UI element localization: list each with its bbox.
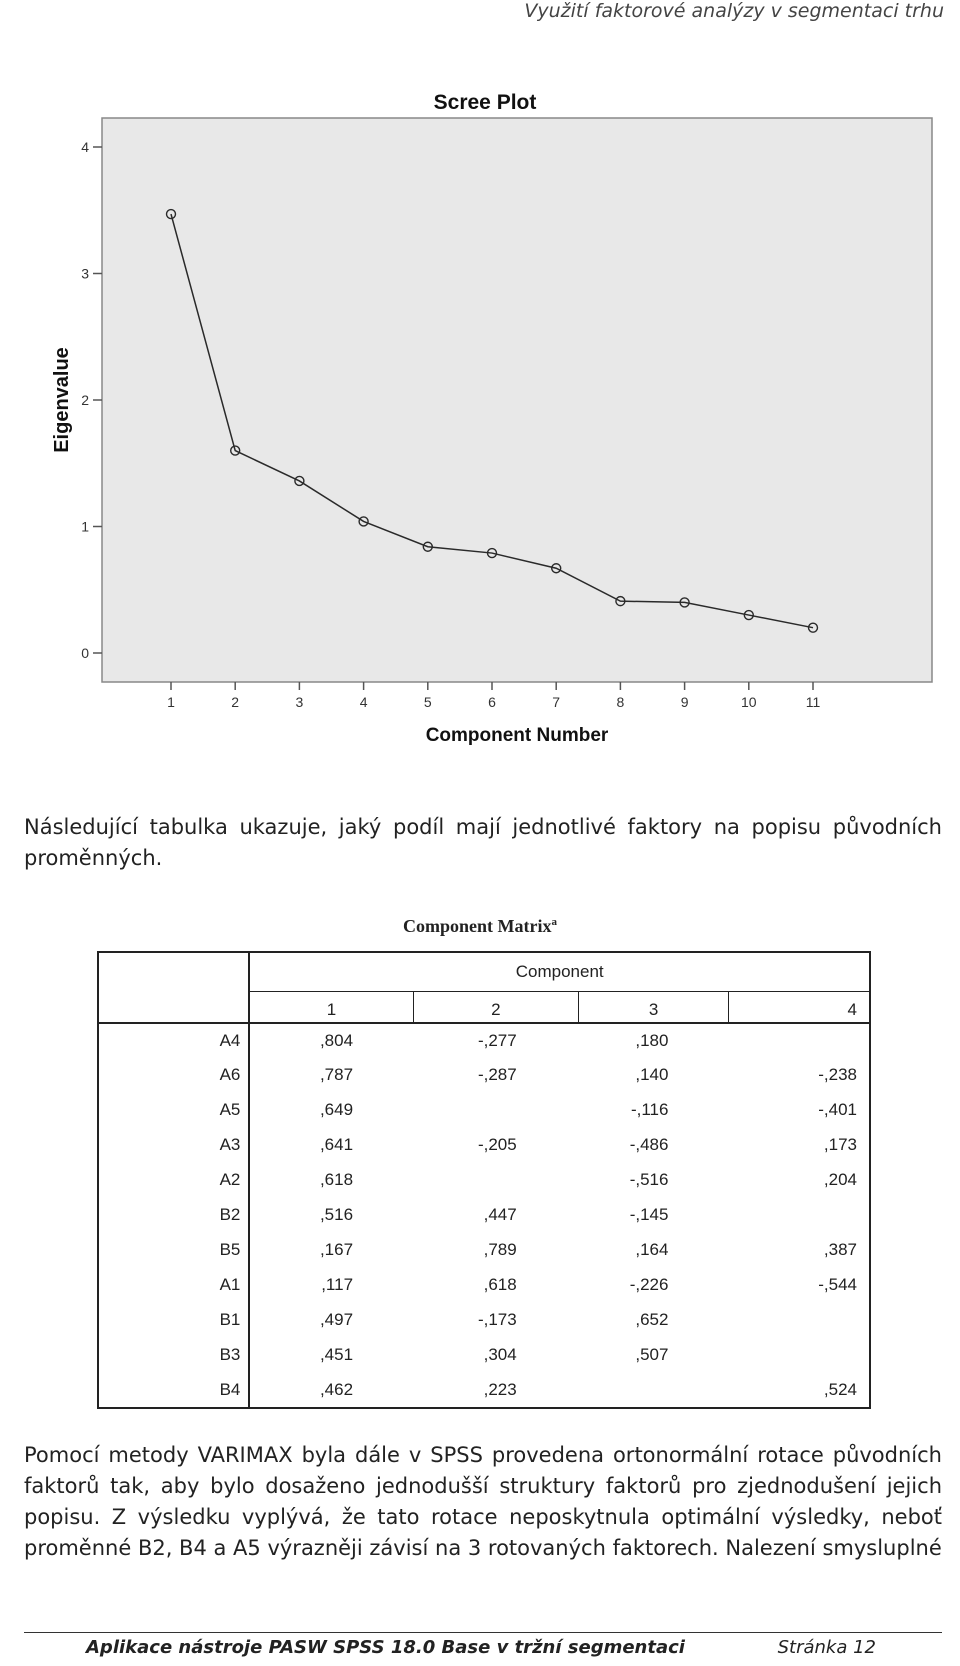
row-label: A5 bbox=[98, 1093, 249, 1128]
column-header: 2 bbox=[413, 992, 579, 1023]
cell-component-2: -,205 bbox=[477, 1135, 517, 1154]
page-number: Stránka 12 bbox=[777, 1637, 876, 1658]
column-header: 3 bbox=[579, 992, 729, 1023]
cell-component-2: ,789 bbox=[483, 1240, 517, 1259]
table-row bbox=[98, 1058, 870, 1093]
cell-component-1: ,618 bbox=[319, 1170, 354, 1189]
cell-component-2: ,618 bbox=[483, 1275, 517, 1294]
cell-component-4 bbox=[728, 1023, 870, 1058]
x-tick-label: 8 bbox=[616, 694, 625, 710]
y-tick-label: 0 bbox=[81, 645, 89, 661]
component-header: Component bbox=[249, 952, 870, 992]
cell-component-1: ,117 bbox=[321, 1275, 354, 1294]
cell-component-2: ,304 bbox=[483, 1345, 517, 1364]
y-axis-label: Eigenvalue bbox=[51, 347, 73, 453]
table-row bbox=[98, 1373, 870, 1408]
cell-component-1: ,649 bbox=[319, 1100, 354, 1119]
row-label: A6 bbox=[98, 1058, 249, 1093]
cell-component-4 bbox=[728, 1303, 870, 1338]
chart-title: Scree Plot bbox=[433, 91, 537, 114]
cell-component-3: ,164 bbox=[635, 1240, 669, 1259]
table-row bbox=[98, 1303, 870, 1338]
cell-component-1: ,167 bbox=[319, 1240, 354, 1259]
cell-component-3: ,507 bbox=[635, 1345, 669, 1364]
cell-component-1: ,804 bbox=[319, 1030, 354, 1050]
cell-component-3 bbox=[579, 1373, 729, 1408]
plot-area bbox=[102, 118, 932, 682]
cell-component-3: -,486 bbox=[629, 1135, 669, 1154]
x-tick-label: 4 bbox=[359, 694, 368, 710]
row-label: B1 bbox=[98, 1303, 249, 1338]
cell-component-2 bbox=[413, 1093, 579, 1128]
row-label: B3 bbox=[98, 1338, 249, 1373]
row-label: A4 bbox=[98, 1023, 249, 1058]
cell-component-1: ,641 bbox=[319, 1135, 354, 1154]
paragraph-intro: Následující tabulka ukazuje, jaký podíl mají jednotlivé faktory na popisu původních proměnných. bbox=[24, 815, 942, 870]
cell-component-4 bbox=[728, 1338, 870, 1373]
table-row bbox=[98, 1023, 870, 1058]
y-axis bbox=[81, 139, 102, 661]
x-tick-label: 6 bbox=[488, 694, 496, 710]
cell-component-2: -,287 bbox=[477, 1065, 517, 1084]
table-row bbox=[98, 1163, 870, 1198]
column-header: 1 bbox=[249, 992, 413, 1023]
cell-component-3: ,652 bbox=[635, 1310, 669, 1329]
table-row bbox=[98, 1198, 870, 1233]
cell-component-3: -,226 bbox=[629, 1275, 669, 1294]
cell-component-1: ,451 bbox=[319, 1345, 354, 1364]
row-label: A2 bbox=[98, 1163, 249, 1198]
matrix-title: Component Matrix$^a$ bbox=[403, 916, 557, 936]
cell-component-3: ,180 bbox=[635, 1030, 669, 1050]
row-label: B5 bbox=[98, 1233, 249, 1268]
page-footer bbox=[86, 1637, 876, 1658]
cell-component-2: ,447 bbox=[483, 1205, 517, 1224]
cell-component-2 bbox=[413, 1163, 579, 1198]
x-tick-label: 5 bbox=[423, 694, 432, 710]
cell-component-4: -,544 bbox=[818, 1275, 857, 1294]
row-label: B4 bbox=[98, 1373, 249, 1408]
cell-component-1: ,497 bbox=[319, 1310, 354, 1329]
running-header: Využití faktorové analýzy v segmentaci trhu bbox=[524, 0, 944, 22]
scree-plot bbox=[0, 80, 960, 800]
x-axis-label: Component Number bbox=[425, 725, 609, 746]
cell-component-1: ,462 bbox=[319, 1379, 354, 1399]
cell-component-4: -,238 bbox=[818, 1065, 857, 1084]
y-tick-label: 4 bbox=[81, 139, 89, 155]
x-tick-label: 7 bbox=[552, 694, 561, 710]
x-tick-label: 2 bbox=[231, 694, 240, 710]
row-label: A3 bbox=[98, 1128, 249, 1163]
cell-component-2: -,173 bbox=[477, 1310, 517, 1329]
cell-component-4: ,387 bbox=[823, 1240, 857, 1259]
cell-component-3: -,116 bbox=[630, 1100, 669, 1119]
matrix-footnote-marker: a bbox=[551, 916, 557, 928]
cell-component-4: ,524 bbox=[823, 1379, 857, 1399]
cell-component-2: -,277 bbox=[477, 1030, 517, 1050]
footer-title: Aplikace nástroje PASW SPSS 18.0 Base v tržní segmentaci bbox=[86, 1637, 685, 1658]
row-label: B2 bbox=[98, 1198, 249, 1233]
column-header: 4 bbox=[728, 992, 870, 1023]
cell-component-3: -,516 bbox=[629, 1170, 669, 1189]
cell-component-4: ,204 bbox=[823, 1170, 857, 1189]
table-row bbox=[98, 1338, 870, 1373]
row-label: A1 bbox=[98, 1268, 249, 1303]
cell-component-4: ,173 bbox=[823, 1135, 857, 1154]
x-tick-label: 3 bbox=[295, 694, 304, 710]
y-tick-label: 2 bbox=[81, 392, 89, 408]
paragraph-varimax: Pomocí metody VARIMAX byla dále v SPSS provedena ortonormální rotace původních faktorů tak, aby bylo dosaženo jednodušší struktury faktorů pro zjednodušení jejich popisu. Z výsledku vyplývá, že tato rotace neposkytnula optimální výsledky, neboť proměnné B2, B4 a A5 výrazněji závisí na 3 rotovaných faktorech. Nalezení smysluplné bbox=[24, 1443, 942, 1560]
footer-divider bbox=[24, 1632, 942, 1633]
x-tick-label: 10 bbox=[741, 694, 757, 710]
component-matrix-table bbox=[97, 951, 871, 1409]
x-axis bbox=[167, 682, 820, 710]
table-row bbox=[98, 1268, 870, 1303]
table-row bbox=[98, 1128, 870, 1163]
cell-component-1: ,787 bbox=[319, 1065, 354, 1084]
cell-component-1: ,516 bbox=[319, 1205, 354, 1224]
cell-component-4 bbox=[728, 1198, 870, 1233]
x-tick-label: 1 bbox=[167, 694, 175, 710]
y-tick-label: 3 bbox=[81, 265, 89, 282]
y-tick-label: 1 bbox=[81, 518, 89, 535]
cell-component-3: -,145 bbox=[629, 1205, 669, 1224]
x-tick-label: 9 bbox=[680, 694, 689, 710]
cell-component-2: ,223 bbox=[483, 1379, 517, 1399]
table-row bbox=[98, 1093, 870, 1128]
x-tick-label: 11 bbox=[805, 694, 821, 710]
cell-component-4: -,401 bbox=[818, 1100, 857, 1119]
cell-component-3: ,140 bbox=[635, 1065, 669, 1084]
table-row bbox=[98, 1233, 870, 1268]
